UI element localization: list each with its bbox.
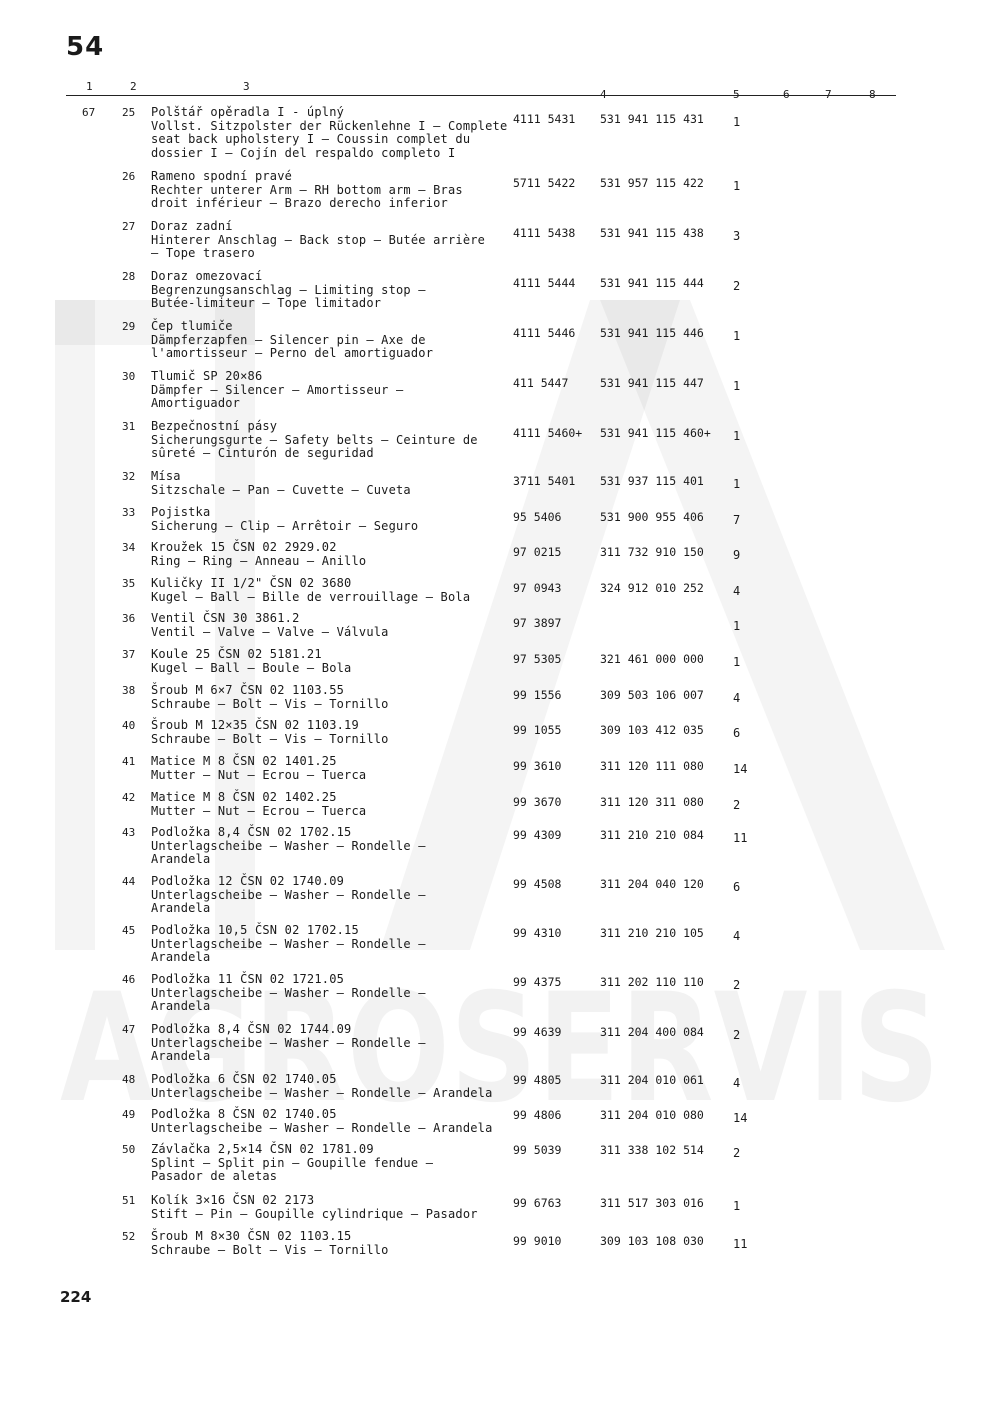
quantity: 1: [733, 179, 741, 193]
description-line: Arandela: [151, 999, 211, 1013]
description-line: Unterlagscheibe — Washer — Rondelle —: [151, 1035, 426, 1050]
description-line: Kolík 3×16 ČSN 02 2173: [151, 1193, 315, 1207]
column-header-8: 8: [869, 88, 876, 101]
position-number: 45: [122, 924, 136, 937]
position-number: 32: [122, 470, 136, 483]
catalog-number: 531 941 115 460+: [600, 426, 711, 440]
quantity: 1: [733, 329, 741, 343]
description-line: Ventil — Valve — Valve — Válvula: [151, 624, 389, 639]
quantity: 2: [733, 978, 741, 992]
position-number: 52: [122, 1230, 136, 1243]
description-line: Schraube — Bolt — Vis — Tornillo: [151, 696, 389, 711]
position-number: 30: [122, 370, 136, 383]
quantity: 14: [733, 1111, 748, 1125]
column-header-5: 5: [733, 88, 740, 101]
old-part-number: 3711 5401: [513, 474, 576, 488]
catalog-number: 531 941 115 444: [600, 276, 704, 290]
description-line: Mutter — Nut — Ecrou — Tuerca: [151, 803, 367, 818]
quantity: 4: [733, 1076, 741, 1090]
description-line: Hinterer Anschlag — Back stop — Butée arrière: [151, 232, 486, 247]
old-part-number: 99 5039: [513, 1143, 562, 1157]
position-number: 37: [122, 648, 136, 661]
column-header-3: 3: [243, 80, 250, 93]
position-number: 28: [122, 270, 136, 283]
part-description: [151, 924, 426, 965]
old-part-number: 4111 5438: [513, 226, 576, 240]
description-line: Unterlagscheibe — Washer — Rondelle — Arandela: [151, 1120, 493, 1135]
description-line: Kroužek 15 ČSN 02 2929.02: [151, 540, 337, 554]
description-line: Sicherungsgurte — Safety belts — Ceinture de: [151, 432, 478, 447]
description-line: Kugel — Ball — Boule — Bola: [151, 660, 352, 675]
quantity: 14: [733, 762, 748, 776]
description-line: Šroub M 12×35 ČSN 02 1103.19: [151, 718, 359, 732]
position-number: 51: [122, 1194, 136, 1207]
description-line: Závlačka 2,5×14 ČSN 02 1781.09: [151, 1142, 374, 1156]
description-line: Vollst. Sitzpolster der Rückenlehne I — Complete: [151, 118, 508, 133]
position-number: 25: [122, 106, 136, 119]
part-description: [151, 320, 433, 361]
group-number: 67: [82, 106, 96, 119]
page-number: 54: [66, 32, 105, 62]
description-line: Stift — Pin — Goupille cylindrique — Pasador: [151, 1206, 478, 1221]
catalog-number: 324 912 010 252: [600, 581, 704, 595]
description-line: Šroub M 6×7 ČSN 02 1103.55: [151, 683, 345, 697]
catalog-number: 311 204 010 061: [600, 1073, 704, 1087]
old-part-number: 4111 5460+: [513, 426, 583, 440]
description-line: Rechter unterer Arm — RH bottom arm — Bras: [151, 182, 463, 197]
part-description: [151, 755, 366, 782]
catalog-number: 311 202 110 110: [600, 975, 704, 989]
description-line: Arandela: [151, 1049, 211, 1063]
old-part-number: 97 0215: [513, 545, 562, 559]
old-part-number: 99 9010: [513, 1234, 562, 1248]
old-part-number: 99 4310: [513, 926, 562, 940]
part-description: [151, 791, 366, 818]
old-part-number: 99 6763: [513, 1196, 562, 1210]
quantity: 3: [733, 229, 741, 243]
old-part-number: 99 4375: [513, 975, 562, 989]
catalog-number: 311 732 910 150: [600, 545, 704, 559]
old-part-number: 99 4309: [513, 828, 562, 842]
catalog-number: 311 120 311 080: [600, 795, 704, 809]
old-part-number: 411 5447: [513, 376, 569, 390]
catalog-number: 531 937 115 401: [600, 474, 704, 488]
catalog-number: 531 957 115 422: [600, 176, 704, 190]
position-number: 49: [122, 1108, 136, 1121]
description-line: Ring — Ring — Anneau — Anillo: [151, 553, 367, 568]
catalog-number: 311 120 111 080: [600, 759, 704, 773]
description-line: Šroub M 8×30 ČSN 02 1103.15: [151, 1229, 352, 1243]
quantity: 11: [733, 1237, 748, 1251]
position-number: 40: [122, 719, 136, 732]
old-part-number: 99 4508: [513, 877, 562, 891]
description-line: Unterlagscheibe — Washer — Rondelle — Arandela: [151, 1085, 493, 1100]
quantity: 4: [733, 584, 741, 598]
description-line: Kuličky II 1/2" ČSN 02 3680: [151, 576, 352, 590]
position-number: 50: [122, 1143, 136, 1156]
description-line: Arandela: [151, 852, 211, 866]
position-number: 47: [122, 1023, 136, 1036]
catalog-number: 309 103 108 030: [600, 1234, 704, 1248]
position-number: 42: [122, 791, 136, 804]
position-number: 46: [122, 973, 136, 986]
description-line: Arandela: [151, 950, 211, 964]
part-description: [151, 875, 426, 916]
catalog-number: 311 204 400 084: [600, 1025, 704, 1039]
column-header-2: 2: [130, 80, 137, 93]
part-description: [151, 1143, 433, 1184]
description-line: Dämpferzapfen — Silencer pin — Axe de: [151, 332, 426, 347]
part-description: [151, 470, 411, 497]
position-number: 35: [122, 577, 136, 590]
part-description: [151, 1108, 493, 1135]
description-line: Mutter — Nut — Ecrou — Tuerca: [151, 767, 367, 782]
position-number: 31: [122, 420, 136, 433]
description-line: Splint — Split pin — Goupille fendue —: [151, 1155, 434, 1170]
quantity: 1: [733, 655, 741, 669]
description-line: Doraz omezovací: [151, 269, 263, 283]
description-line: Unterlagscheibe — Washer — Rondelle —: [151, 985, 426, 1000]
description-line: Schraube — Bolt — Vis — Tornillo: [151, 1242, 389, 1257]
catalog-number: 311 210 210 105: [600, 926, 704, 940]
old-part-number: 95 5406: [513, 510, 562, 524]
description-line: dossier I — Cojín del respaldo completo I: [151, 145, 456, 160]
description-line: Podložka 12 ČSN 02 1740.09: [151, 874, 345, 888]
old-part-number: 97 0943: [513, 581, 562, 595]
description-line: droit inférieur — Brazo derecho inferior: [151, 196, 448, 210]
old-part-number: 4111 5431: [513, 112, 576, 126]
part-description: [151, 973, 426, 1014]
quantity: 4: [733, 929, 741, 943]
part-description: [151, 220, 485, 261]
part-description: [151, 612, 389, 639]
catalog-number: 531 900 955 406: [600, 510, 704, 524]
quantity: 2: [733, 798, 741, 812]
part-description: [151, 506, 418, 533]
description-line: Arandela: [151, 901, 211, 915]
catalog-number: 531 941 115 447: [600, 376, 704, 390]
catalog-number: 311 338 102 514: [600, 1143, 704, 1157]
position-number: 41: [122, 755, 136, 768]
part-description: [151, 684, 389, 711]
part-description: [151, 719, 389, 746]
description-line: Mísa: [151, 469, 181, 483]
description-line: Dämpfer — Silencer — Amortisseur —: [151, 382, 404, 397]
part-description: [151, 648, 351, 675]
description-line: Koule 25 ČSN 02 5181.21: [151, 647, 322, 661]
old-part-number: 97 5305: [513, 652, 562, 666]
old-part-number: 99 4639: [513, 1025, 562, 1039]
position-number: 26: [122, 170, 136, 183]
catalog-number: 311 204 010 080: [600, 1108, 704, 1122]
column-header-1: 1: [86, 80, 93, 93]
part-description: [151, 1073, 493, 1100]
quantity: 1: [733, 619, 741, 633]
old-part-number: 99 4806: [513, 1108, 562, 1122]
footer-page-number: 224: [60, 1288, 92, 1306]
quantity: 1: [733, 1199, 741, 1213]
description-line: Kugel — Ball — Bille de verrouillage — Bola: [151, 589, 471, 604]
description-line: l'amortisseur — Perno del amortiguador: [151, 346, 434, 360]
part-description: [151, 1230, 389, 1257]
position-number: 33: [122, 506, 136, 519]
description-line: Sitzschale — Pan — Cuvette — Cuveta: [151, 482, 411, 497]
description-line: Čep tlumiče: [151, 319, 233, 333]
quantity: 1: [733, 477, 741, 491]
header-rule: [66, 95, 896, 96]
catalog-number: 311 210 210 084: [600, 828, 704, 842]
quantity: 2: [733, 1028, 741, 1042]
description-line: Pojistka: [151, 505, 211, 519]
part-description: [151, 1023, 426, 1064]
part-description: [151, 577, 470, 604]
description-line: Butée-limiteur — Tope limitador: [151, 296, 382, 310]
position-number: 48: [122, 1073, 136, 1086]
quantity: 2: [733, 1146, 741, 1160]
description-line: Unterlagscheibe — Washer — Rondelle —: [151, 887, 426, 902]
quantity: 4: [733, 691, 741, 705]
quantity: 11: [733, 831, 748, 845]
catalog-number: 311 204 040 120: [600, 877, 704, 891]
catalog-number: 531 941 115 438: [600, 226, 704, 240]
description-line: Amortiguador: [151, 396, 241, 410]
old-part-number: 99 1055: [513, 723, 562, 737]
position-number: 27: [122, 220, 136, 233]
quantity: 7: [733, 513, 741, 527]
watermark-text: AGROSERVIS: [60, 962, 940, 1136]
description-line: Unterlagscheibe — Washer — Rondelle —: [151, 936, 426, 951]
old-part-number: 99 3670: [513, 795, 562, 809]
column-header-4: 4: [600, 88, 607, 101]
part-description: [151, 270, 426, 311]
description-line: Unterlagscheibe — Washer — Rondelle —: [151, 838, 426, 853]
description-line: Podložka 11 ČSN 02 1721.05: [151, 972, 345, 986]
quantity: 1: [733, 115, 741, 129]
position-number: 43: [122, 826, 136, 839]
description-line: sûreté — Cinturón de seguridad: [151, 446, 374, 460]
description-line: Podložka 6 ČSN 02 1740.05: [151, 1072, 337, 1086]
column-header-7: 7: [825, 88, 832, 101]
description-line: Matice M 8 ČSN 02 1402.25: [151, 790, 337, 804]
part-description: [151, 106, 507, 160]
description-line: Podložka 8 ČSN 02 1740.05: [151, 1107, 337, 1121]
description-line: Schraube — Bolt — Vis — Tornillo: [151, 731, 389, 746]
old-part-number: 5711 5422: [513, 176, 576, 190]
column-header-6: 6: [783, 88, 790, 101]
description-line: Pasador de aletas: [151, 1169, 278, 1183]
catalog-number: 309 503 106 007: [600, 688, 704, 702]
quantity: 1: [733, 379, 741, 393]
part-description: [151, 170, 463, 211]
catalog-number: 321 461 000 000: [600, 652, 704, 666]
old-part-number: 97 3897: [513, 616, 562, 630]
description-line: Podložka 10,5 ČSN 02 1702.15: [151, 923, 359, 937]
part-description: [151, 826, 426, 867]
description-line: Sicherung — Clip — Arrêtoir — Seguro: [151, 518, 419, 533]
part-description: [151, 1194, 478, 1221]
description-line: Rameno spodní pravé: [151, 169, 293, 183]
description-line: Polštář opěradla I - úplný: [151, 105, 345, 119]
old-part-number: 4111 5446: [513, 326, 576, 340]
description-line: Matice M 8 ČSN 02 1401.25: [151, 754, 337, 768]
position-number: 38: [122, 684, 136, 697]
catalog-number: 309 103 412 035: [600, 723, 704, 737]
description-line: Begrenzungsanschlag — Limiting stop —: [151, 282, 426, 297]
quantity: 6: [733, 726, 741, 740]
description-line: — Tope trasero: [151, 246, 255, 260]
description-line: Bezpečnostní pásy: [151, 419, 278, 433]
catalog-number: 531 941 115 446: [600, 326, 704, 340]
quantity: 1: [733, 429, 741, 443]
quantity: 6: [733, 880, 741, 894]
old-part-number: 99 3610: [513, 759, 562, 773]
position-number: 34: [122, 541, 136, 554]
position-number: 44: [122, 875, 136, 888]
position-number: 29: [122, 320, 136, 333]
catalog-number: 531 941 115 431: [600, 112, 704, 126]
description-line: seat back upholstery I — Coussin complet du: [151, 132, 471, 146]
catalog-number: 311 517 303 016: [600, 1196, 704, 1210]
part-description: [151, 541, 366, 568]
description-line: Ventil ČSN 30 3861.2: [151, 611, 300, 625]
quantity: 9: [733, 548, 741, 562]
old-part-number: 99 4805: [513, 1073, 562, 1087]
description-line: Doraz zadní: [151, 219, 233, 233]
old-part-number: 99 1556: [513, 688, 562, 702]
quantity: 2: [733, 279, 741, 293]
description-line: Podložka 8,4 ČSN 02 1744.09: [151, 1022, 352, 1036]
description-line: Podložka 8,4 ČSN 02 1702.15: [151, 825, 352, 839]
position-number: 36: [122, 612, 136, 625]
part-description: [151, 420, 478, 461]
description-line: Tlumič SP 20×86: [151, 369, 263, 383]
part-description: [151, 370, 403, 411]
old-part-number: 4111 5444: [513, 276, 576, 290]
